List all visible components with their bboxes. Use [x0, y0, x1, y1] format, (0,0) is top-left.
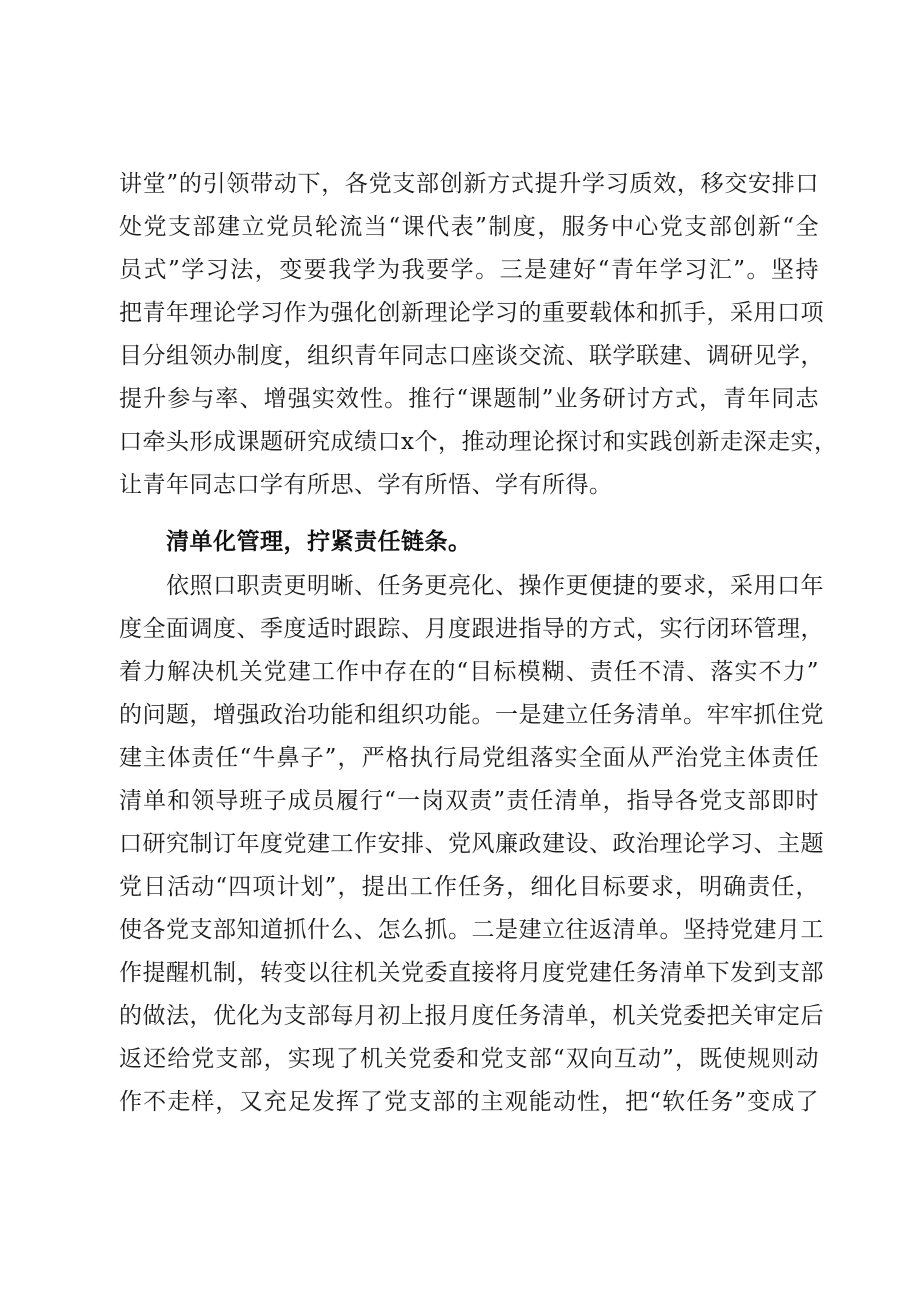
- paragraph-line: 的问题，增强政治功能和组织功能。一是建立任务清单。牢牢抓住党: [119, 702, 824, 728]
- paragraph-line: 党日活动“四项计划”，提出工作任务，细化目标要求，明确责任，: [119, 874, 819, 900]
- paragraph-line: 员式”学习法，变要我学为我要学。三是建好“青年学习汇”。坚持: [119, 257, 819, 283]
- paragraph-line: 作不走样，又充足发挥了党支部的主观能动性，把“软任务”变成了: [119, 1089, 819, 1115]
- paragraph-line: 讲堂”的引领带动下，各党支部创新方式提升学习质效，移交安排口: [119, 171, 819, 197]
- section-heading: 清单化管理，拧紧责任链条。: [166, 529, 472, 555]
- paragraph-line: 返还给党支部，实现了机关党委和党支部“双向互动”，既使规则动: [119, 1046, 819, 1072]
- paragraph-line: 着力解决机关党建工作中存在的“目标模糊、责任不清、落实不力”: [119, 659, 819, 685]
- paragraph-line: 清单和领导班子成员履行“一岗双责”责任清单，指导各党支部即时: [119, 788, 819, 814]
- paragraph-line: 度全面调度、季度适时跟踪、月度跟进指导的方式，实行闭环管理，: [119, 616, 824, 642]
- paragraph-line: 依照口职责更明晰、任务更亮化、操作更便捷的要求，采用口年: [166, 573, 824, 599]
- paragraph-line: 提升参与率、增强实效性。推行“课题制”业务研讨方式，青年同志: [119, 386, 819, 412]
- paragraph-line: 处党支部建立党员轮流当“课代表”制度，服务中心党支部创新“全: [119, 214, 819, 240]
- paragraph-line: 的做法，优化为支部每月初上报月度任务清单，机关党委把关审定后: [119, 1003, 824, 1029]
- paragraph-line: 把青年理论学习作为强化创新理论学习的重要载体和抓手，采用口项: [119, 300, 824, 326]
- paragraph-line: 建主体责任“牛鼻子”，严格执行局党组落实全面从严治党主体责任: [119, 745, 819, 771]
- paragraph-line: 口研究制订年度党建工作安排、党风廉政建设、政治理论学习、主题: [119, 831, 824, 857]
- paragraph-line: 作提醒机制，转变以往机关党委直接将月度党建任务清单下发到支部: [119, 960, 824, 986]
- paragraph-line: 目分组领办制度，组织青年同志口座谈交流、联学联建、调研见学，: [119, 343, 824, 369]
- paragraph-line: 让青年同志口学有所思、学有所悟、学有所得。: [119, 472, 613, 498]
- paragraph-line: 口牵头形成课题研究成绩口x个，推动理论探讨和实践创新走深走实，: [119, 429, 838, 455]
- paragraph-line: 使各党支部知道抓什么、怎么抓。二是建立往返清单。坚持党建月工: [119, 917, 824, 943]
